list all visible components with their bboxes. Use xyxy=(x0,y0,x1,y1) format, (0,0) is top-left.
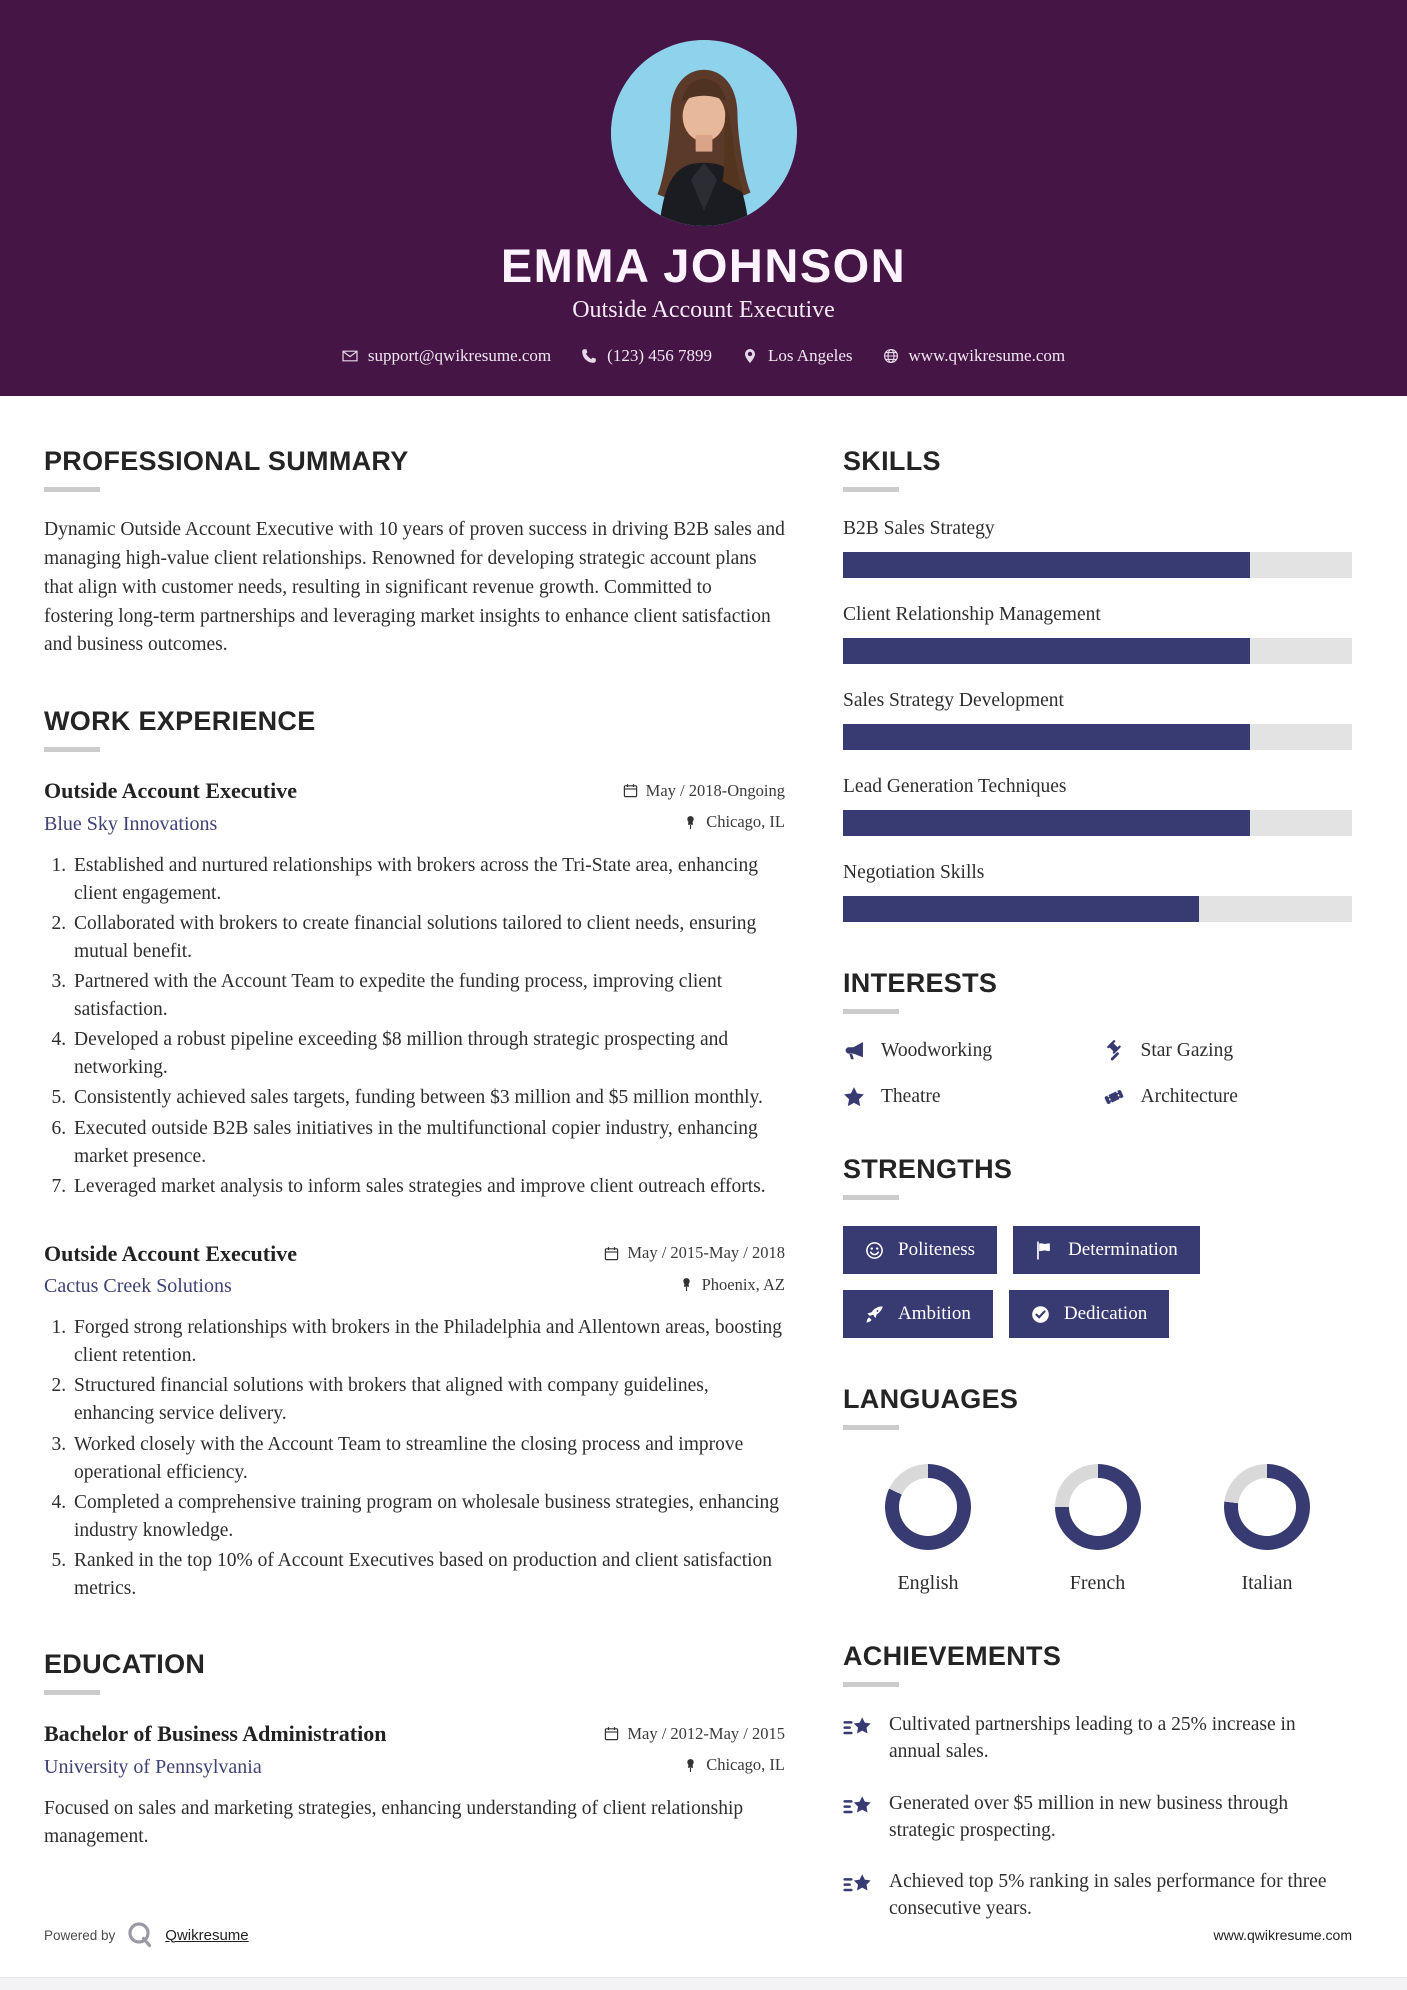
job-bullet: 6. Executed outside B2B sales initiatives in the multifunctional copier industry, enhancing market presence. xyxy=(71,1115,785,1171)
contact-website[interactable] xyxy=(883,346,1066,366)
contact-email[interactable] xyxy=(342,346,551,366)
languages-row xyxy=(843,1464,1352,1595)
strength-badge xyxy=(843,1290,993,1338)
interest-item xyxy=(1103,1040,1353,1062)
job-bullet: 4. Completed a comprehensive training program on wholesale business strategies, enhancing industry knowledge. xyxy=(71,1489,785,1545)
skill-progress-bar xyxy=(843,724,1352,750)
skill-progress-fill xyxy=(843,896,1199,922)
skill-item xyxy=(843,690,1352,750)
person-name: EMMA JOHNSON xyxy=(500,239,907,292)
contact-row xyxy=(0,346,1407,366)
job-title: Outside Account Executive xyxy=(44,778,297,804)
powered-by-label: Powered by xyxy=(44,1927,116,1943)
smiley-icon xyxy=(865,1241,884,1260)
skill-item xyxy=(843,776,1352,836)
strength-label: Dedication xyxy=(1063,1303,1148,1324)
interest-item xyxy=(1103,1086,1353,1108)
interest-label: Woodworking xyxy=(881,1040,993,1061)
globe-icon xyxy=(883,348,899,364)
star-icon xyxy=(843,1086,865,1108)
experience-heading: WORK EXPERIENCE xyxy=(44,706,316,737)
section-skills xyxy=(843,446,1352,922)
language-donut-chart xyxy=(1055,1464,1141,1550)
skill-label: B2B Sales Strategy xyxy=(843,518,995,539)
strength-badge xyxy=(1009,1290,1169,1338)
job-location-text: Chicago, IL xyxy=(706,812,785,832)
achievement-item xyxy=(843,1711,1352,1766)
section-languages xyxy=(843,1384,1352,1595)
skill-progress-bar xyxy=(843,810,1352,836)
skill-item xyxy=(843,862,1352,922)
skill-label: Negotiation Skills xyxy=(843,862,985,883)
language-label: Italian xyxy=(1241,1572,1293,1594)
heading-rule xyxy=(44,1690,100,1695)
company-link[interactable]: Blue Sky Innovations xyxy=(44,812,218,835)
section-interests xyxy=(843,968,1352,1108)
strength-badges xyxy=(843,1226,1352,1338)
job-dates-text: May / 2018-Ongoing xyxy=(645,780,785,800)
achievement-item xyxy=(843,1868,1352,1923)
language-donut-chart xyxy=(885,1464,971,1550)
achievement-text: Cultivated partnerships leading to a 25% increase in annual sales. xyxy=(889,1714,1296,1763)
check-circle-icon xyxy=(1031,1305,1050,1324)
shooting-star-icon xyxy=(843,1714,873,1744)
education-heading: EDUCATION xyxy=(44,1649,206,1680)
job-dates xyxy=(623,781,785,801)
pushpin-icon xyxy=(679,1277,694,1292)
location-icon xyxy=(742,348,758,364)
contact-location-text: Los Angeles xyxy=(767,346,853,365)
skill-label: Client Relationship Management xyxy=(843,604,1101,625)
language-item xyxy=(1023,1464,1173,1595)
avatar xyxy=(611,40,797,226)
achievement-item xyxy=(843,1790,1352,1845)
achievements-heading: ACHIEVEMENTS xyxy=(843,1641,1062,1671)
left-column xyxy=(44,446,785,1969)
flag-icon xyxy=(1035,1241,1054,1260)
languages-heading: LANGUAGES xyxy=(843,1384,1019,1414)
section-education xyxy=(44,1649,785,1851)
footer xyxy=(44,1920,1352,1950)
language-item xyxy=(1192,1464,1342,1595)
strength-badge xyxy=(1013,1226,1200,1274)
education-location-text: Chicago, IL xyxy=(706,1755,785,1775)
calendar-icon xyxy=(623,783,638,798)
degree-title: Bachelor of Business Administration xyxy=(44,1721,387,1747)
job-bullet: 2. Collaborated with brokers to create financial solutions tailored to client needs, ensuring mutual benefit. xyxy=(71,910,785,966)
heading-rule xyxy=(843,1425,899,1430)
calendar-icon xyxy=(604,1246,619,1261)
achievement-text: Achieved top 5% ranking in sales performance for three consecutive years. xyxy=(889,1871,1327,1920)
job-bullet: 7. Leveraged market analysis to inform sales strategies and improve client outreach efforts. xyxy=(71,1173,785,1201)
skill-progress-fill xyxy=(843,810,1250,836)
language-donut-chart xyxy=(1224,1464,1310,1550)
calendar-icon xyxy=(604,1726,619,1741)
heading-rule xyxy=(843,1009,899,1014)
interest-label: Architecture xyxy=(1140,1086,1238,1107)
heading-rule xyxy=(843,1682,899,1687)
job-dates-text: May / 2015-May / 2018 xyxy=(627,1243,785,1263)
skill-label: Lead Generation Techniques xyxy=(843,776,1067,797)
rocket-icon xyxy=(865,1305,884,1324)
skills-heading: SKILLS xyxy=(843,446,941,476)
job-location-text: Phoenix, AZ xyxy=(701,1274,785,1294)
interest-item xyxy=(843,1040,1093,1062)
header xyxy=(0,0,1407,396)
company-link[interactable]: Cactus Creek Solutions xyxy=(44,1275,232,1298)
phone-icon xyxy=(581,348,597,364)
job-entry xyxy=(44,778,785,1200)
contact-location xyxy=(742,346,853,366)
strength-label: Determination xyxy=(1068,1239,1178,1260)
pushpin-icon xyxy=(683,1758,698,1773)
job-location xyxy=(683,812,785,832)
skill-progress-bar xyxy=(843,638,1352,664)
job-bullet: 5. Ranked in the top 10% of Account Executives based on production and client satisfaction metrics. xyxy=(71,1547,785,1603)
job-bullet: 1. Forged strong relationships with brokers in the Philadelphia and Allentown areas, boosting client retention. xyxy=(71,1314,785,1370)
skill-progress-bar xyxy=(843,896,1352,922)
skill-progress-fill xyxy=(843,638,1250,664)
interests-grid xyxy=(843,1040,1352,1108)
job-bullet: 5. Consistently achieved sales targets, funding between $3 million and $5 million monthly. xyxy=(71,1084,785,1112)
language-label: French xyxy=(1069,1572,1126,1594)
right-column xyxy=(843,446,1352,1969)
email-icon xyxy=(342,348,358,364)
section-achievements xyxy=(843,1641,1352,1923)
education-dates xyxy=(604,1724,785,1744)
footer-brand-group xyxy=(44,1920,249,1950)
school-link[interactable]: University of Pennsylvania xyxy=(44,1755,262,1778)
job-entry xyxy=(44,1241,785,1603)
section-work-experience xyxy=(44,706,785,1603)
heading-rule xyxy=(843,1195,899,1200)
heading-rule xyxy=(843,487,899,492)
gavel-icon xyxy=(1103,1040,1125,1062)
megaphone-icon xyxy=(843,1040,865,1062)
contact-website-text: www.qwikresume.com xyxy=(908,346,1066,365)
skill-item xyxy=(843,518,1352,578)
job-bullet: 2. Structured financial solutions with brokers that aligned with company guidelines, enhancing service delivery. xyxy=(71,1372,785,1428)
job-bullet-list xyxy=(44,852,785,1201)
education-description: Focused on sales and marketing strategies, enhancing understanding of client relationship management. xyxy=(44,1797,744,1847)
contact-phone-text: (123) 456 7899 xyxy=(607,346,712,365)
heading-rule xyxy=(44,747,100,752)
interests-heading: INTERESTS xyxy=(843,968,998,998)
contact-phone xyxy=(581,346,712,366)
job-title: Outside Account Executive xyxy=(44,1240,297,1266)
body-columns xyxy=(0,396,1407,1969)
skill-progress-fill xyxy=(843,552,1250,578)
page-bottom-edge xyxy=(0,1977,1407,1990)
skill-label: Sales Strategy Development xyxy=(843,690,1064,711)
qwikresume-link[interactable]: Qwikresume xyxy=(165,1926,249,1944)
skill-progress-fill xyxy=(843,724,1250,750)
skill-item xyxy=(843,604,1352,664)
job-location xyxy=(679,1275,785,1295)
job-bullet: 3. Partnered with the Account Team to expedite the funding process, improving client satisfaction. xyxy=(71,968,785,1024)
section-professional-summary xyxy=(44,446,785,660)
person-job-title: Outside Account Executive xyxy=(572,297,835,323)
job-bullet: 4. Developed a robust pipeline exceeding $8 million through strategic prospecting and networking. xyxy=(71,1026,785,1082)
education-location xyxy=(683,1755,785,1775)
profile-photo xyxy=(611,40,797,226)
job-dates xyxy=(604,1243,785,1263)
education-entry xyxy=(44,1721,785,1851)
shooting-star-icon xyxy=(843,1793,873,1823)
heading-rule xyxy=(44,487,100,492)
strength-badge xyxy=(843,1226,997,1274)
strengths-heading: STRENGTHS xyxy=(843,1154,1013,1184)
education-dates-text: May / 2012-May / 2015 xyxy=(627,1723,785,1743)
footer-website: www.qwikresume.com xyxy=(1213,1927,1352,1943)
pushpin-icon xyxy=(683,815,698,830)
language-label: English xyxy=(897,1572,959,1594)
strength-label: Ambition xyxy=(898,1303,971,1324)
strength-label: Politeness xyxy=(898,1239,976,1260)
interest-label: Star Gazing xyxy=(1140,1040,1234,1061)
summary-heading: PROFESSIONAL SUMMARY xyxy=(44,446,409,476)
achievement-text: Generated over $5 million in new business through strategic prospecting. xyxy=(889,1792,1289,1841)
ticket-icon xyxy=(1103,1086,1125,1108)
job-bullet-list xyxy=(44,1314,785,1603)
language-item xyxy=(853,1464,1003,1595)
section-strengths xyxy=(843,1154,1352,1338)
shooting-star-icon xyxy=(843,1871,873,1901)
interest-label: Theatre xyxy=(881,1086,941,1107)
job-bullet: 1. Established and nurtured relationships with brokers across the Tri-State area, enhancing client engagement. xyxy=(71,852,785,908)
contact-email-text: support@qwikresume.com xyxy=(367,346,552,365)
job-bullet: 3. Worked closely with the Account Team to streamline the closing process and improve operational efficiency. xyxy=(71,1431,785,1487)
summary-text: Dynamic Outside Account Executive with 10 years of proven success in driving B2B sales and managing high-value client relationships. Renowned for developing strategic account plans that align with customer needs, resulting in significant revenue growth. Committed to fostering long-term partnerships and leveraging market insights to enhance client satisfaction and business outcomes. xyxy=(44,519,785,656)
interest-item xyxy=(843,1086,1093,1108)
skill-progress-bar xyxy=(843,552,1352,578)
qwikresume-logo-icon xyxy=(125,1920,155,1950)
